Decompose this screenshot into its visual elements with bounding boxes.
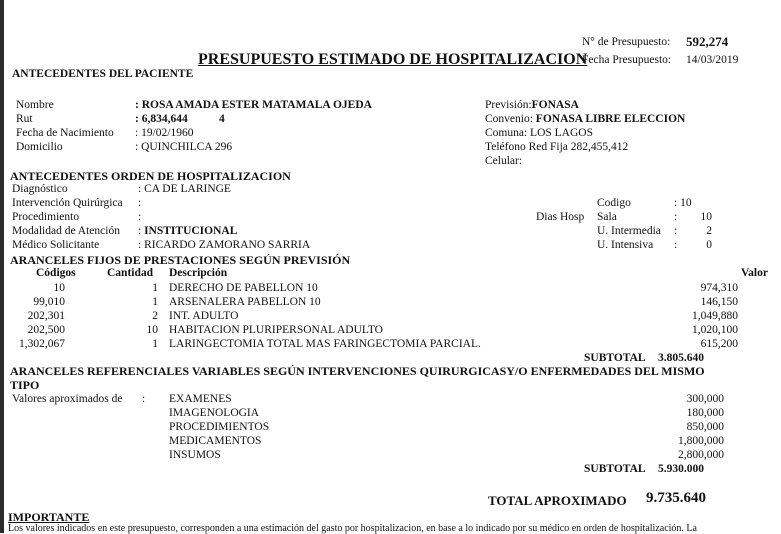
variable-item-value: 1,800,000	[678, 435, 724, 447]
variable-subtotal-label: SUBTOTAL	[584, 463, 646, 475]
codigo-value: : 10	[674, 197, 692, 209]
convenio-line	[485, 113, 685, 125]
header-codigos: Códigos	[36, 267, 76, 279]
diagnostico-label: Diagnóstico	[12, 183, 68, 195]
comuna-line: Comuna: LOS LAGOS	[485, 127, 593, 139]
variable-item-name: IMAGENOLOGIA	[169, 407, 260, 419]
convenio-value: FONASA LIBRE ELECCION	[535, 113, 686, 125]
stay-intermedia-label: U. Intermedia	[597, 225, 661, 237]
fixed-row-cantidad: 10	[146, 324, 158, 336]
patient-birth-label: Fecha de Nacimiento	[16, 127, 114, 139]
important-heading: IMPORTANTE	[8, 510, 90, 524]
fixed-row-codigo: 99,010	[33, 296, 65, 308]
variable-item-name: PROCEDIMIENTOS	[169, 421, 270, 433]
variable-section-title-line2: TIPO	[10, 378, 40, 392]
budget-number-value: 592,274	[686, 34, 729, 49]
stay-intensiva-colon: :	[674, 239, 678, 251]
variable-label: Valores aproximados de	[12, 393, 123, 405]
stay-sala-colon: :	[674, 211, 678, 223]
fixed-row-valor: 146,150	[700, 296, 738, 308]
convenio-label: Convenio:	[485, 113, 533, 125]
fixed-row-cantidad: 2	[152, 310, 158, 322]
stay-intensiva-label: U. Intensiva	[597, 239, 654, 251]
intervencion-label: Intervención Quirúrgica	[12, 197, 123, 209]
fixed-row-cantidad: 1	[152, 296, 158, 308]
patient-section-title: ANTECEDENTES DEL PACIENTE	[12, 68, 194, 80]
variable-colon: :	[142, 393, 146, 405]
fixed-row-codigo: 1,302,067	[19, 338, 65, 350]
header-descripcion: Descripción	[169, 267, 228, 279]
prevision-value: FONASA	[531, 99, 579, 111]
variable-item-value: 2,800,000	[678, 449, 724, 461]
stay-sala-label: Sala	[597, 211, 617, 223]
stay-intermedia-colon: :	[674, 225, 678, 237]
prevision-label: Previsión:	[485, 99, 532, 111]
modalidad-line: : INSTITUCIONAL	[138, 225, 238, 237]
dias-hosp-label: Dias Hosp	[536, 211, 585, 223]
medico-value: : RICARDO ZAMORANO SARRIA	[138, 239, 311, 251]
telefono-line: Teléfono Red Fija 282,455,412	[485, 141, 629, 153]
patient-rut-value: : 6,834,644	[135, 113, 188, 125]
fixed-row-codigo: 10	[53, 282, 65, 294]
patient-birth-value: : 19/02/1960	[135, 127, 194, 139]
total-value: 9.735.640	[646, 490, 706, 506]
patient-name-label: Nombre	[16, 99, 54, 111]
prevision-line	[485, 99, 579, 111]
stay-sala-value: 10	[700, 211, 712, 223]
patient-name-value: : ROSA AMADA ESTER MATAMALA OJEDA	[135, 99, 372, 111]
order-section-title: ANTECEDENTES ORDEN DE HOSPITALIZACION	[10, 169, 291, 183]
fixed-row-valor: 615,200	[700, 338, 738, 350]
fixed-row-descripcion: LARINGECTOMIA TOTAL MAS FARINGECTOMIA PARCIAL.	[169, 338, 481, 350]
fixed-row-valor: 974,310	[700, 282, 738, 294]
variable-item-value: 180,000	[686, 407, 724, 419]
variable-item-name: INSUMOS	[169, 449, 221, 461]
variable-subtotal-value: 5.930.000	[658, 463, 704, 475]
fixed-row-codigo: 202,500	[27, 324, 65, 336]
fixed-subtotal-value: 3.805.640	[658, 352, 704, 364]
procedimiento-label: Procedimiento	[12, 211, 80, 223]
variable-item-value: 850,000	[686, 421, 724, 433]
diagnostico-value: : CA DE LARINGE	[138, 183, 231, 195]
page-title: PRESUPUESTO ESTIMADO DE HOSPITALIZACION	[198, 51, 588, 68]
fixed-row-valor: 1,049,880	[692, 310, 738, 322]
stay-intermedia-value: 2	[706, 225, 712, 237]
budget-number-label: N° de Presupuesto:	[582, 36, 671, 48]
fixed-row-cantidad: 1	[152, 338, 158, 350]
fixed-section-title: ARANCELES FIJOS DE PRESTACIONES SEGÚN PREVISIÓN	[10, 253, 351, 267]
variable-item-name: EXAMENES	[169, 393, 232, 405]
intervencion-value: :	[138, 197, 142, 209]
modalidad-value: INSTITUCIONAL	[144, 225, 238, 237]
budget-date-value: 14/03/2019	[686, 54, 739, 66]
variable-item-name: MEDICAMENTOS	[169, 435, 262, 447]
header-cantidad: Cantidad	[107, 267, 154, 279]
variable-item-value: 300,000	[686, 393, 724, 405]
patient-rut-dv: 4	[219, 113, 225, 125]
budget-date-label: Fecha Presupuesto:	[582, 54, 672, 66]
medico-label: Médico Solicitante	[12, 239, 100, 251]
total-label: TOTAL APROXIMADO	[488, 493, 627, 508]
stay-intensiva-value: 0	[706, 239, 712, 251]
fixed-row-descripcion: HABITACION PLURIPERSONAL ADULTO	[169, 324, 383, 336]
fixed-subtotal-label: SUBTOTAL	[584, 352, 646, 364]
celular-line: Celular:	[485, 155, 523, 167]
procedimiento-value: :	[138, 211, 142, 223]
modalidad-label: Modalidad de Atención	[12, 225, 120, 237]
patient-rut-label: Rut	[16, 113, 33, 125]
header-valor: Valor	[740, 267, 768, 279]
codigo-label: Codigo	[597, 197, 631, 209]
patient-address-value: : QUINCHILCA 296	[135, 141, 233, 153]
patient-address-label: Domicilio	[16, 141, 63, 153]
fixed-row-valor: 1,020,100	[692, 324, 738, 336]
fixed-row-descripcion: INT. ADULTO	[169, 310, 239, 322]
left-edge-shadow	[0, 0, 4, 533]
fixed-row-codigo: 202,301	[27, 310, 65, 322]
fixed-row-descripcion: DERECHO DE PABELLON 10	[169, 282, 318, 294]
important-text: Los valores indicados en este presupuesto, corresponden a una estimación del gasto por hospitalizacion, en base a lo indicado por su médico en orden de hospitalización. La	[8, 523, 697, 534]
fixed-row-cantidad: 1	[152, 282, 158, 294]
variable-section-title-line1: ARANCELES REFERENCIALES VARIABLES SEGÚN INTERVENCIONES QUIRURGICASY/O ENFERMEDADES DEL MISMO	[10, 364, 705, 378]
fixed-row-descripcion: ARSENALERA PABELLON 10	[169, 296, 321, 308]
